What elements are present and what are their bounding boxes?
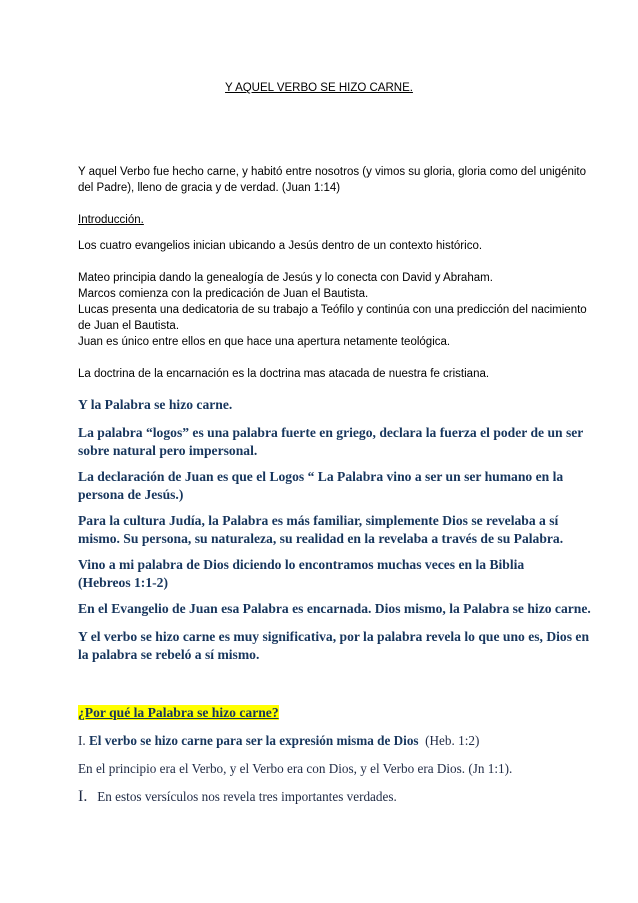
point-one <box>78 732 598 750</box>
bold-paragraph-5 <box>78 556 598 592</box>
point-one-statement: El verbo se hizo carne para ser la expresión misma de Dios <box>89 733 419 748</box>
document-title: Y AQUEL VERBO SE HIZO CARNE. <box>225 82 413 94</box>
gospel-line-lucas: Lucas presenta una dedicatoria de su trabajo a Teófilo y continúa con una predicción del nacimiento de Juan el Bautista. <box>78 304 587 332</box>
epigraph-verse: Y aquel Verbo fue hecho carne, y habitó entre nosotros (y vimos su gloria, gloria como del unigénito del Padre), lleno de gracia y de verdad. (Juan 1:14) <box>78 166 587 194</box>
intro-paragraph: Los cuatro evangelios inician ubicando a Jesús dentro de un contexto histórico. <box>78 240 483 252</box>
john-verse: En el principio era el Verbo, y el Verbo era con Dios, y el Verbo era Dios. (Jn 1:1). <box>78 761 513 776</box>
question-heading <box>78 704 598 722</box>
gospel-line-mateo: Mateo principia dando la genealogía de Jesús y lo conecta con David y Abraham. <box>78 272 493 284</box>
bold-paragraph-1: Y la Palabra se hizo carne. <box>78 397 233 412</box>
hebrews-reference: (Hebreos 1:1-2) <box>78 575 168 590</box>
bold-paragraph-2: La palabra “logos” es una palabra fuerte en griego, declara la fuerza el poder de un ser sobre natural pero impersonal. <box>78 425 584 458</box>
doctrine-paragraph: La doctrina de la encarnación es la doctrina mas atacada de nuestra fe cristiana. <box>78 368 490 380</box>
intro-heading: Introducción. <box>78 214 144 226</box>
bold-paragraph-6: En el Evangelio de Juan esa Palabra es encarnada. Dios mismo, la Palabra se hizo carne. <box>78 601 591 616</box>
bold-paragraph-3: La declaración de Juan es que el Logos “ La Palabra vino a ser un ser humano en la persona de Jesús.) <box>78 469 564 502</box>
bold-paragraph-5-line: Vino a mi palabra de Dios diciendo lo encontramos muchas veces en la Biblia <box>78 557 525 572</box>
point-two-numeral: I. <box>78 788 88 805</box>
question-highlight: ¿Por qué la Palabra se hizo carne? <box>78 705 279 720</box>
gospel-line-juan: Juan es único entre ellos en que hace una apertura netamente teológica. <box>78 336 451 348</box>
point-two-text: En estos versículos nos revela tres importantes verdades. <box>97 789 397 804</box>
point-one-reference: (Heb. 1:2) <box>425 733 480 748</box>
bold-paragraph-7: Y el verbo se hizo carne es muy significativa, por la palabra revela lo que uno es, Dios en la palabra se rebeló a sí mismo. <box>78 629 590 662</box>
point-two <box>78 788 598 806</box>
point-one-numeral: I. <box>78 733 86 748</box>
gospels-paragraph <box>78 270 598 350</box>
gospel-line-marcos: Marcos comienza con la predicación de Juan el Bautista. <box>78 288 369 300</box>
bold-paragraph-4: Para la cultura Judía, la Palabra es más familiar, simplemente Dios se revelaba a sí mismo. Su persona, su naturaleza, su realidad en la revelaba a través de su Palabra. <box>78 513 564 546</box>
